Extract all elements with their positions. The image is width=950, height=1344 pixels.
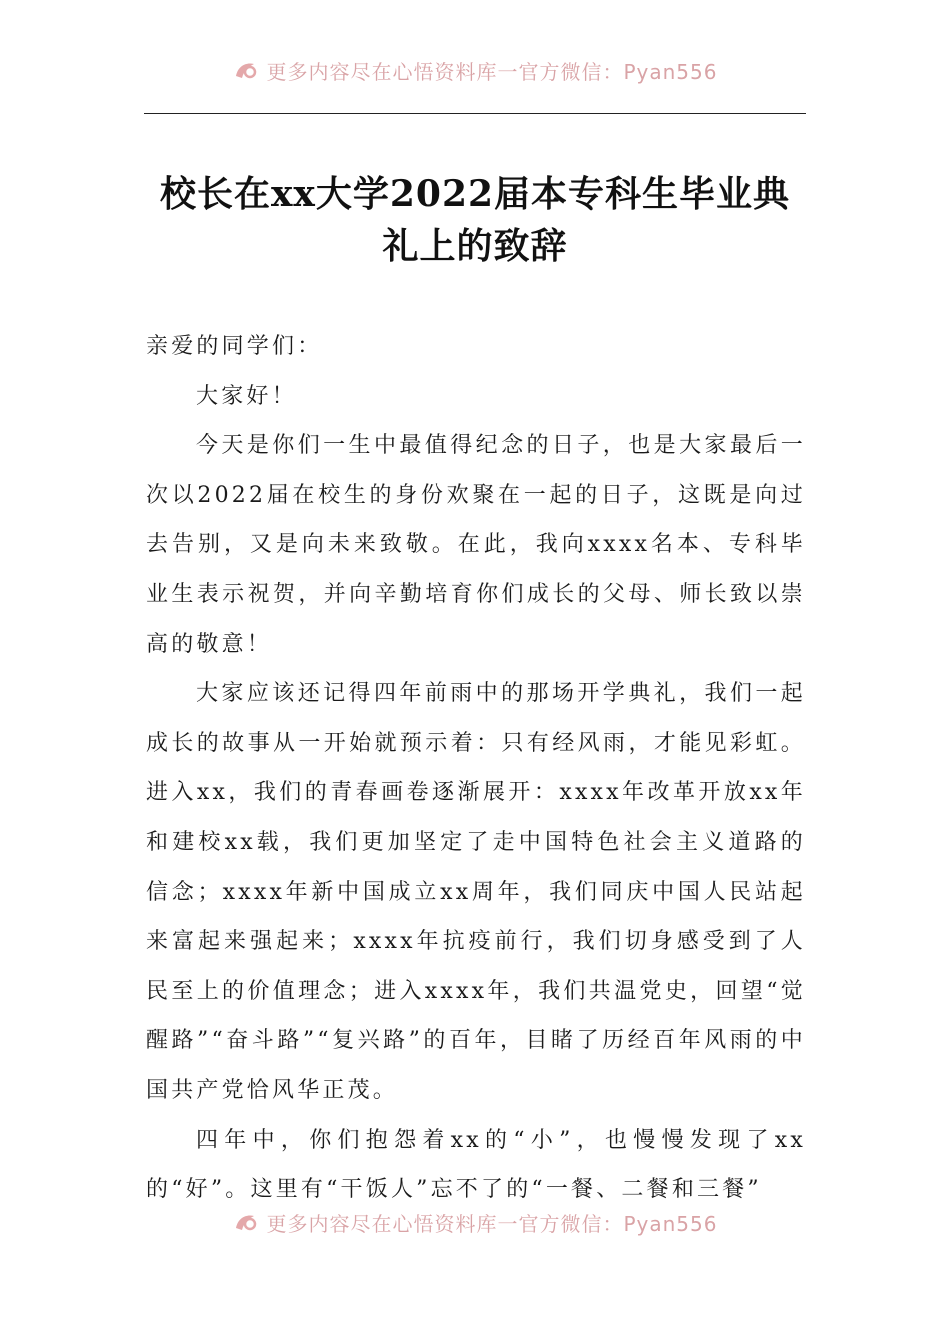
watermark-logo-icon: [232, 58, 260, 82]
watermark-footer: [0, 1202, 950, 1242]
watermark-logo-icon: [232, 1210, 260, 1234]
paragraph: 大家好！: [196, 383, 297, 409]
watermark-text: 更多内容尽在心悟资料库一官方微信：Pyan556: [266, 59, 718, 84]
document-title: 校长在xx大学2022届本专科生毕业典礼上的致辞: [159, 173, 791, 267]
watermark-header: [0, 50, 950, 90]
watermark-text: 更多内容尽在心悟资料库一官方微信：Pyan556: [266, 1211, 718, 1236]
salutation: 亲爱的同学们：: [146, 334, 323, 359]
paragraph: 四年中，你们抱怨着xx的“小”，也慢慢发现了xx的“好”。这里有“干饭人”忘不了的“一餐、二餐和三餐”: [146, 1127, 806, 1203]
header-divider: [144, 113, 806, 114]
document-body: [146, 322, 806, 1215]
paragraph: 今天是你们一生中最值得纪念的日子，也是大家最后一次以2022届在校生的身份欢聚在一起的日子，这既是向过去告别，又是向未来致敬。在此，我向xxxx名本、专科毕业生表示祝贺，并向辛勤培育你们成长的父母、师长致以崇高的敬意！: [146, 433, 806, 657]
paragraph: 大家应该还记得四年前雨中的那场开学典礼，我们一起成长的故事从一开始就预示着：只有经风雨，才能见彩虹。进入xx，我们的青春画卷逐渐展开：xxxx年改革开放xx年和建校xx载，我们更加坚定了走中国特色社会主义道路的信念；xxxx年新中国成立xx周年，我们同庆中国人民站起来富起来强起来；xxxx年抗疫前行，我们切身感受到了人民至上的价值理念；进入xxxx年，我们共温党史，回望“觉醒路”“奋斗路”“复兴路”的百年，目睹了历经百年风雨的中国共产党恰风华正茂。: [146, 681, 806, 1103]
